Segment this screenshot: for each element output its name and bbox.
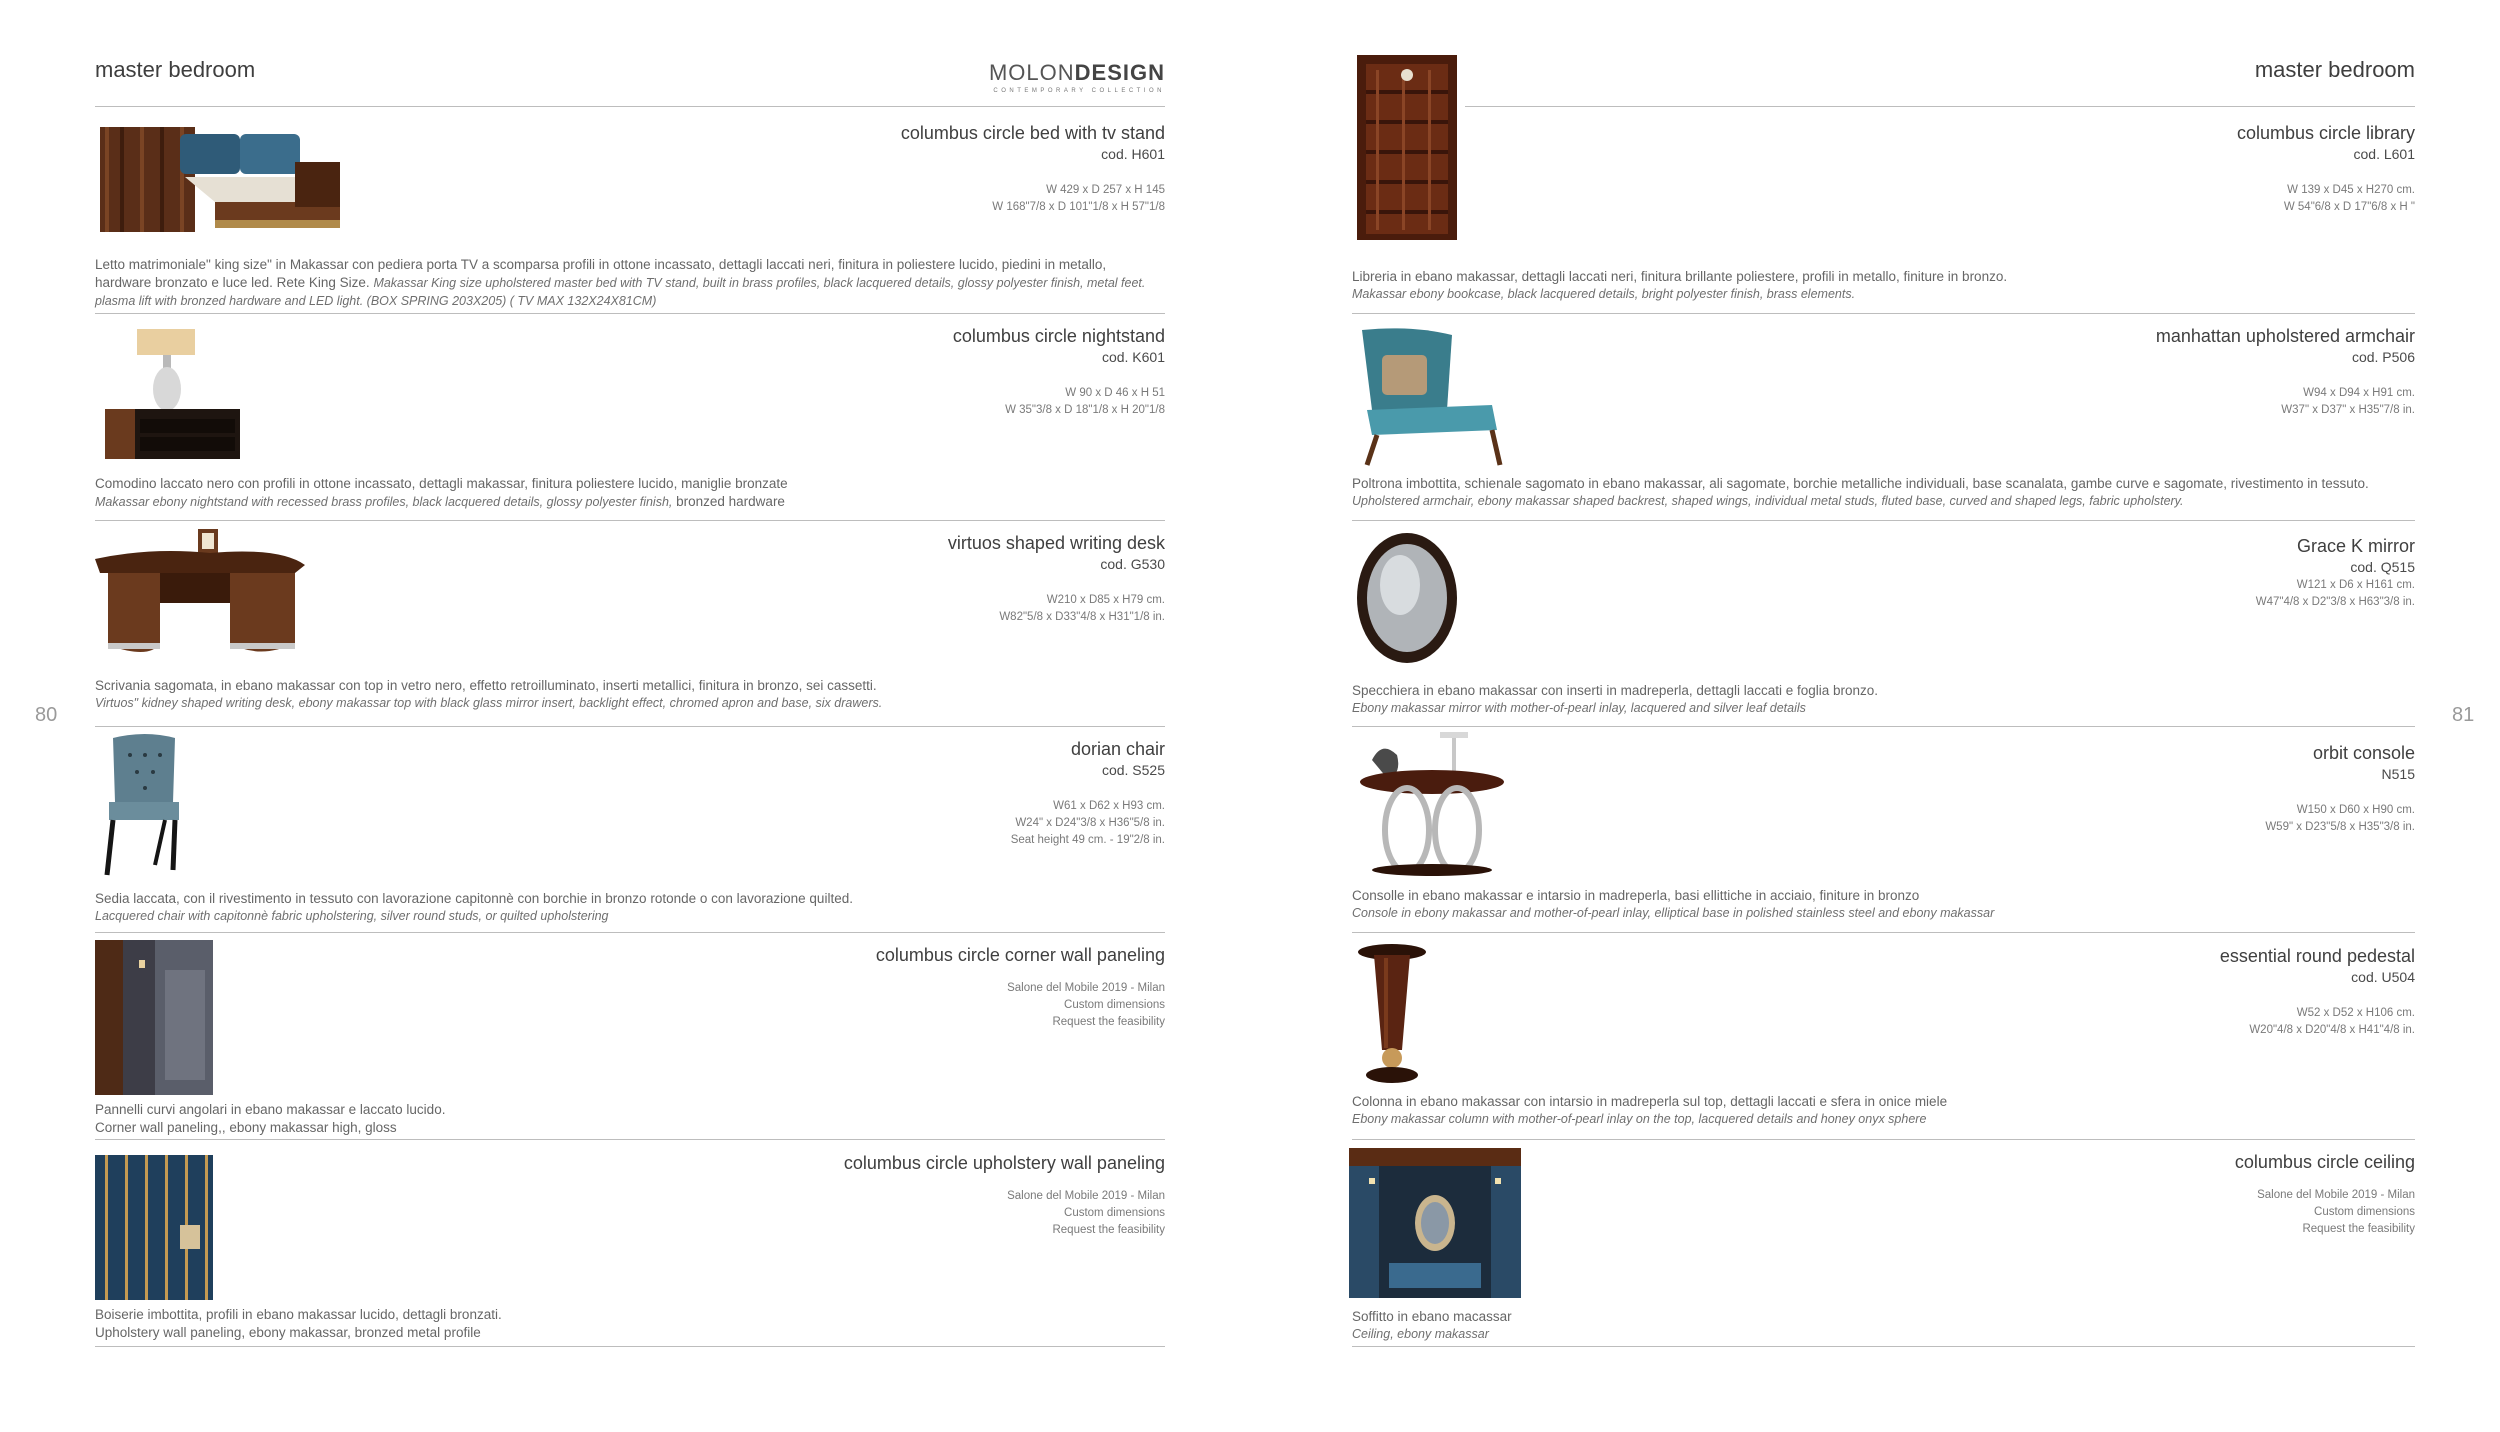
product-code: cod. L601 xyxy=(2353,146,2415,162)
chair-image xyxy=(95,730,215,880)
product-code: cod. K601 xyxy=(1101,349,1165,365)
product-name: columbus circle nightstand xyxy=(952,326,1165,346)
nightstand-image xyxy=(95,327,245,467)
product-description: Sedia laccata, con il rivestimento in tessuto con lavorazione capitonnè con borchie in bronzo rotonde o con lavorazione quilted. Lacquered chair with capitonnè fabric upholstering, silver round studs, or quilted upholstering xyxy=(95,891,853,923)
library-image xyxy=(1352,50,1462,245)
product-name: columbus circle library xyxy=(2236,123,2415,143)
divider xyxy=(1352,313,2415,314)
product-name: virtuos shaped writing desk xyxy=(947,533,1165,553)
product-description: Boiserie imbottita, profili in ebano makassar lucido, dettagli bronzati. Upholstery wall paneling, ebony makassar, bronzed metal profile xyxy=(95,1307,502,1340)
product-dimensions: Salone del Mobile 2019 - Milan Custom dimensions Request the feasibility xyxy=(1007,982,1165,1028)
armchair-image xyxy=(1352,325,1512,470)
mirror-image xyxy=(1352,530,1462,670)
product-description: Soffitto in ebano macassar Ceiling, ebony makassar xyxy=(1352,1309,1512,1341)
product-dimensions: W 139 x D45 x H270 cm. W 54"6/8 x D 17"6/8 x H " xyxy=(2283,184,2415,213)
product-dimensions: W52 x D52 x H106 cm. W20"4/8 x D20"4/8 x H41"4/8 in. xyxy=(2249,1007,2415,1036)
product-dimensions: W 429 x D 257 x H 145 W 168"7/8 x D 101"1/8 x H 57"1/8 xyxy=(992,184,1165,213)
product-description: Libreria in ebano makassar, dettagli laccati neri, finitura brillante poliestere, profili in metallo, finiture in bronzo. Makassar ebony bookcase, black lacquered details, bright polyester finish, brass elements. xyxy=(1352,269,2008,301)
product-name: columbus circle ceiling xyxy=(2234,1152,2415,1172)
product-code: cod. Q515 xyxy=(2350,559,2415,575)
ceiling-image xyxy=(1349,1148,1521,1298)
logo-light: MOLON xyxy=(988,60,1075,85)
product-dimensions: Salone del Mobile 2019 - Milan Custom dimensions Request the feasibility xyxy=(1007,1190,1165,1236)
corner-paneling-image xyxy=(95,940,213,1095)
divider xyxy=(95,520,1165,521)
page-number-left: 80 xyxy=(35,704,58,726)
divider xyxy=(1352,932,2415,933)
product-code: cod. P506 xyxy=(2351,349,2415,365)
pedestal-image xyxy=(1352,940,1432,1085)
product-info xyxy=(1775,1152,2415,1238)
product-dimensions: W150 x D60 x H90 cm. W59" x D23"5/8 x H35"3/8 in. xyxy=(2265,804,2415,833)
product-code: cod. G530 xyxy=(1100,556,1165,572)
product-dimensions: Salone del Mobile 2019 - Milan Custom dimensions Request the feasibility xyxy=(2257,1189,2415,1235)
product-info xyxy=(525,1153,1165,1239)
product-name: Grace K mirror xyxy=(2296,536,2415,556)
product-name: columbus circle corner wall paneling xyxy=(875,945,1165,965)
divider xyxy=(95,1346,1165,1347)
divider xyxy=(1465,106,2415,107)
product-info xyxy=(525,945,1165,1031)
product-dimensions: W121 x D6 x H161 cm. W47"4/8 x D2"3/8 x H63"3/8 in. xyxy=(2255,579,2415,608)
page-number-right: 81 xyxy=(2452,704,2475,726)
divider xyxy=(95,313,1165,314)
product-dimensions: W 90 x D 46 x H 51 W 35"3/8 x D 18"1/8 x H 20"1/8 xyxy=(1005,387,1165,416)
bed-image xyxy=(95,122,355,242)
product-name: essential round pedestal xyxy=(2219,946,2415,966)
product-info xyxy=(525,533,1165,626)
product-name: orbit console xyxy=(2312,743,2415,763)
product-name: columbus circle upholstery wall paneling xyxy=(843,1153,1165,1173)
product-description: Comodino laccato nero con profili in ottone incassato, dettagli makassar, finitura poliestere lucido, maniglie bronzate Makassar ebony nightstand with recessed brass profiles, black lacquered details, glossy polyester finish, bronzed hardware xyxy=(95,476,788,509)
divider xyxy=(1352,1346,2415,1347)
brand-logo xyxy=(985,60,1165,94)
product-info xyxy=(525,326,1165,419)
product-dimensions: W94 x D94 x H91 cm. W37" x D37" x H35"7/8 in. xyxy=(2281,387,2415,416)
product-info xyxy=(1775,326,2415,419)
product-info xyxy=(1775,946,2415,1039)
divider xyxy=(95,106,1165,107)
product-info xyxy=(525,739,1165,849)
product-description: Pannelli curvi angolari in ebano makassar e laccato lucido. Corner wall paneling,, ebony makassar high, gloss xyxy=(95,1102,446,1135)
divider xyxy=(95,1139,1165,1140)
product-info xyxy=(1775,536,2415,611)
product-name: columbus circle bed with tv stand xyxy=(900,123,1165,143)
product-description: Consolle in ebano makassar e intarsio in madreperla, basi ellittiche in acciaio, finiture in bronzo Console in ebony makassar and mother-of-pearl inlay, elliptical base in polished stainless steel and ebony makassar xyxy=(1352,888,1995,920)
divider xyxy=(1352,726,2415,727)
product-dimensions: W61 x D62 x H93 cm. W24" x D24"3/8 x H36"5/8 in. Seat height 49 cm. - 19"2/8 in. xyxy=(1010,800,1165,846)
console-image xyxy=(1352,730,1512,880)
product-code: cod. S525 xyxy=(1101,762,1165,778)
product-description: Specchiera in ebano makassar con inserti in madreperla, dettagli laccati e foglia bronzo. Ebony makassar mirror with mother-of-pearl inlay, lacquered and silver leaf details xyxy=(1352,683,1879,715)
product-dimensions: W210 x D85 x H79 cm. W82"5/8 x D33"4/8 x H31"1/8 in. xyxy=(999,594,1165,623)
product-name: manhattan upholstered armchair xyxy=(2155,326,2415,346)
product-info xyxy=(1775,743,2415,836)
product-code: cod. H601 xyxy=(1101,146,1165,162)
desk-image xyxy=(90,525,310,665)
product-info xyxy=(1775,123,2415,216)
section-title-left: master bedroom xyxy=(95,57,256,82)
section-title-right: master bedroom xyxy=(2254,57,2415,82)
product-name: dorian chair xyxy=(1070,739,1165,759)
product-info xyxy=(525,123,1165,216)
logo-bold: DESIGN xyxy=(1074,60,1165,85)
divider xyxy=(95,726,1165,727)
logo-tagline: CONTEMPORARY COLLECTION xyxy=(993,88,1165,94)
divider xyxy=(1352,1139,2415,1140)
product-description: Scrivania sagomata, in ebano makassar con top in vetro nero, effetto retroilluminato, inserti metallici, finitura in bronzo, sei cassetti. Virtuos" kidney shaped writing desk, ebony makassar top with black glass mirror insert, backlight effect, chromed apron and base, six drawers. xyxy=(95,678,883,710)
divider xyxy=(1352,520,2415,521)
divider xyxy=(95,932,1165,933)
upholstery-paneling-image xyxy=(95,1155,213,1300)
product-description: Poltrona imbottita, schienale sagomato in ebano makassar, ali sagomate, borchie metalliche individuali, base scanalata, gambe curve e sagomate, rivestimento in tessuto. Upholstered armchair, ebony makassar shaped backrest, shaped wings, individual metal studs, fluted base, curved and shaped legs, fabric upholstery. xyxy=(1352,476,2369,508)
product-description: Colonna in ebano makassar con intarsio in madreperla sul top, dettagli laccati e sfera in onice miele Ebony makassar column with mother-of-pearl inlay on the top, lacquered details and honey onyx sphere xyxy=(1352,1094,1948,1126)
product-code: cod. U504 xyxy=(2351,969,2415,985)
product-code: N515 xyxy=(2381,766,2415,782)
product-description: Letto matrimoniale" king size" in Makassar con pediera porta TV a scomparsa profili in ottone incassato, dettagli laccati neri, finitura in poliestere lucido, piedini in metallo, hardware bronzato e luce led. Rete King Size. Makassar King size upholstered master bed with TV stand, built in brass profiles, black lacquered details, glossy polyester finish, metal feet. plasma lift with bronzed hardware and LED light. (BOX SPRING 203X205) ( TV MAX 132X24X81CM) xyxy=(95,257,1146,308)
